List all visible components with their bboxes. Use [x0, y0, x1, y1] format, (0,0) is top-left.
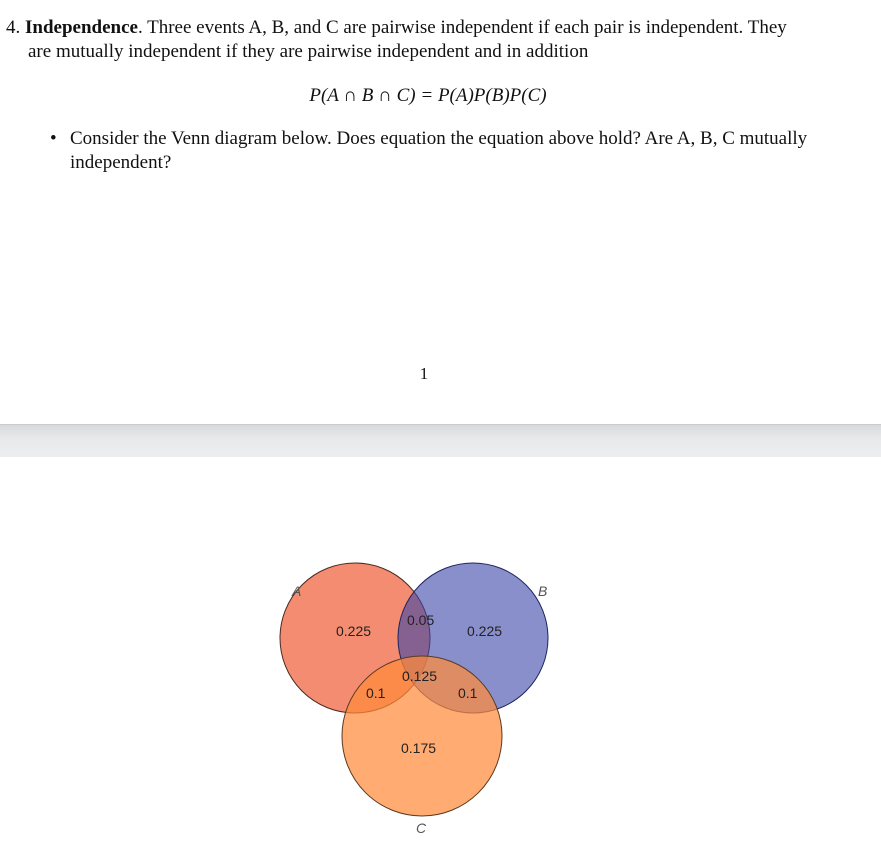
venn-label-a: A: [292, 583, 302, 599]
venn-diagram: [270, 550, 590, 850]
bullet-text-line2: independent?: [70, 152, 172, 173]
venn-region-bc: 0.1: [458, 685, 478, 701]
venn-region-a-only: 0.225: [336, 623, 372, 639]
page-separator: [0, 424, 881, 457]
page-number: 1: [419, 364, 429, 383]
problem-statement: [6, 16, 866, 64]
venn-label-b: B: [538, 583, 548, 599]
venn-region-c-only: 0.175: [401, 740, 437, 756]
problem-intro-line1: . Three events A, B, and C are pairwise independent if each pair is independent. They: [137, 17, 787, 38]
venn-region-ac: 0.1: [366, 685, 386, 701]
venn-region-abc: 0.125: [402, 668, 438, 684]
venn-label-c: C: [416, 820, 427, 836]
independence-equation: P(A ∩ B ∩ C) = P(A)P(B)P(C): [309, 85, 547, 106]
bullet-text-line1: Consider the Venn diagram below. Does equation the equation above hold? Are A, B, C mutually: [70, 128, 808, 149]
venn-region-b-only: 0.225: [467, 623, 503, 639]
problem-title: Independence: [25, 17, 138, 38]
bullet-question: [50, 127, 850, 175]
venn-region-ab: 0.05: [407, 612, 435, 628]
problem-number: 4.: [6, 17, 21, 38]
problem-intro-line2: are mutually independent if they are pairwise independent and in addition: [28, 41, 589, 62]
bullet-icon: •: [50, 128, 57, 149]
